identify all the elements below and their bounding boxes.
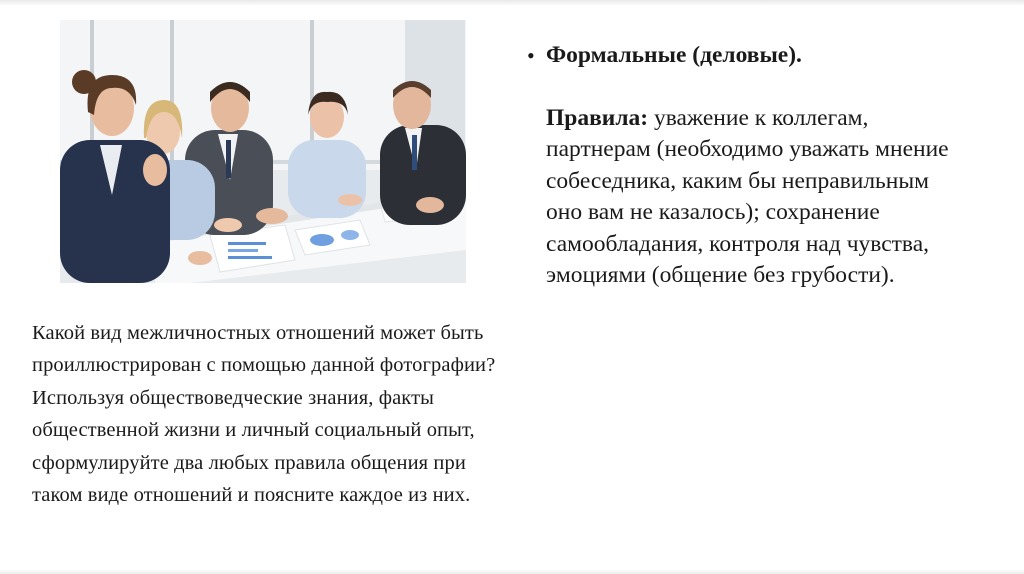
slide-bottom-edge	[0, 569, 1024, 574]
question-text: Какой вид межличностных отношений может быть проиллюстрирован с помощью данной фотографии? Используя обществоведческие знания, факты общественной жизни и личный социальный опыт, сформулируйте два любых правила общения при таком виде отношений и поясните каждое из них.	[32, 322, 496, 507]
photo-illustration	[60, 20, 466, 283]
answer-column	[527, 40, 967, 292]
slide-top-edge	[0, 0, 1024, 6]
bullet-title: Формальные (деловые).	[546, 42, 802, 68]
rules-label: Правила:	[546, 104, 649, 131]
bullet-marker: •	[527, 43, 535, 68]
rules-block	[546, 103, 967, 292]
business-meeting-photo	[60, 20, 466, 283]
rules-text: уважение к коллегам, партнерам (необходимо уважать мнение собеседника, каким бы неправильным оно вам не казалось); сохранение самообладания, контроля над чувства, эмоциями (общение без грубости).	[546, 104, 949, 288]
bullet-item	[527, 40, 967, 72]
